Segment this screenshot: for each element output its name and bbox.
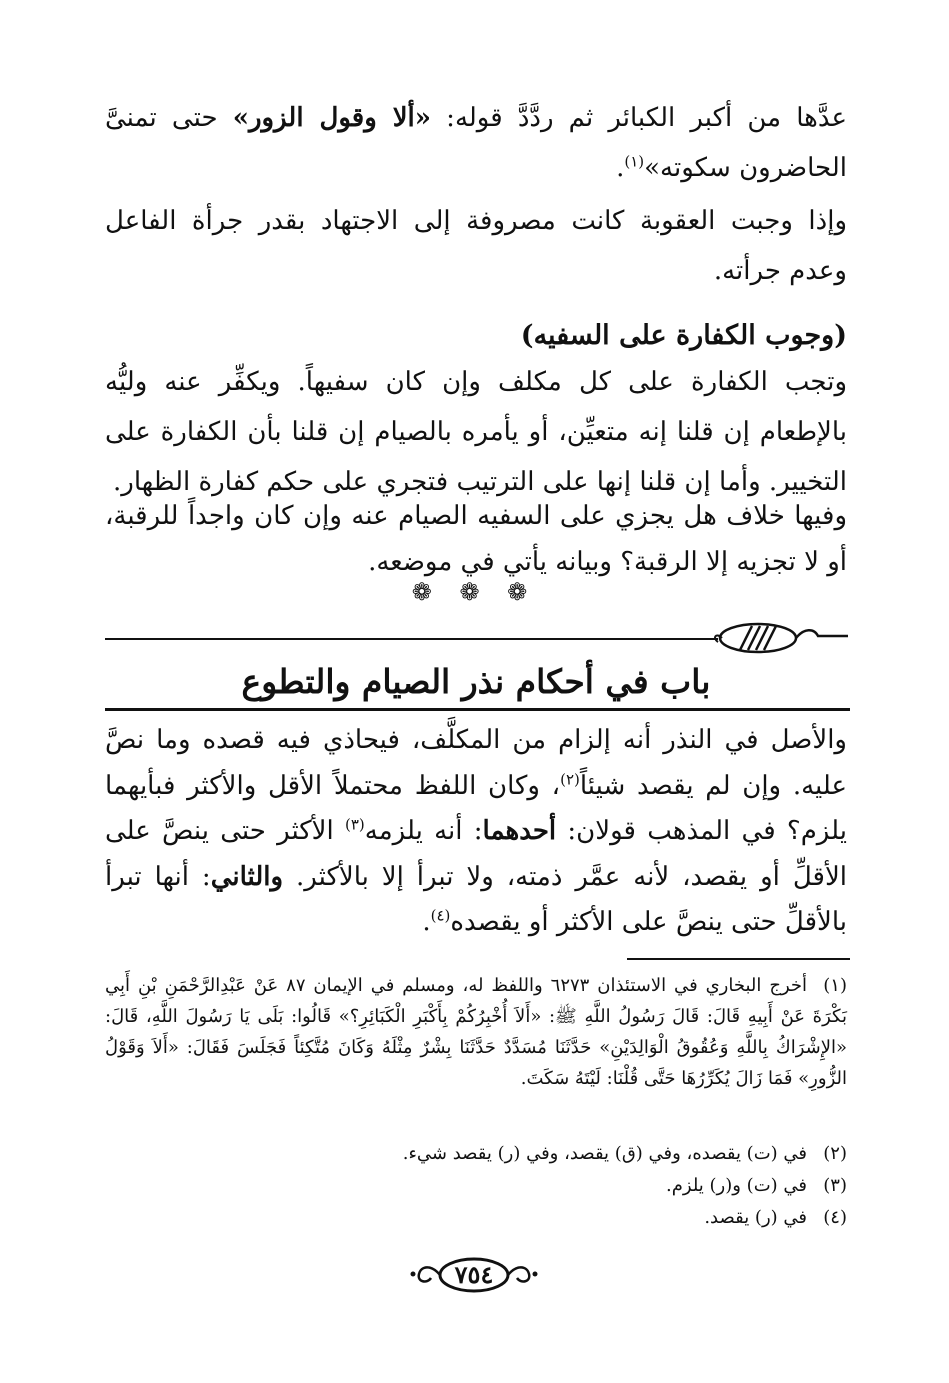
page-number: ٧٥٤: [454, 1260, 494, 1289]
paragraph-4: وفيها خلاف هل يجزي على السفيه الصيام عنه وإن كان واجداً للرقبة، أو لا تجزيه إلا الرقبة؟ وبيانه يأتي في موضعه.: [105, 501, 847, 577]
chapter-bottom-rule: [105, 708, 850, 711]
paragraph-5-end: .: [422, 907, 431, 937]
footnote-2-number: (٢): [823, 1143, 847, 1164]
separator-stars: ❁ ❁ ❁: [411, 578, 538, 606]
quote-zur: «ألا وقول الزور»: [232, 103, 432, 133]
footnote-1: [105, 970, 847, 1094]
footnote-ref-2[interactable]: (٢): [560, 769, 580, 788]
page-number-frame: [409, 1252, 539, 1298]
footnote-3: [105, 1170, 847, 1201]
chapter-title: باب في أحكام نذر الصيام والتطوع: [241, 662, 711, 701]
second-opinion-label: والثاني: [210, 861, 284, 892]
paragraph-5-text-c: : أنه يلزمه: [364, 816, 483, 846]
footnote-divider: [627, 958, 850, 960]
paragraph-5-text-d: الأكثر حتى ينصَّ على الأقلِّ أو يقصد، لأنه عمَّر ذمته، ولا تبرأ إلا بالأكثر.: [105, 816, 847, 892]
paragraph-1-text-b: حتى تمنىَّ الحاضرون سكوته»: [105, 103, 847, 183]
footnote-4-text: في (ر) يقصد.: [704, 1207, 807, 1228]
footnote-3-number: (٣): [823, 1175, 847, 1196]
paragraph-1: [105, 93, 847, 193]
paragraph-5-text-a: والأصل في النذر أنه إلزام من المكلَّف، فيحاذي فيه قصده وما نصَّ عليه. وإن لم يقصد شيئاً: [105, 725, 847, 801]
footnote-ref-1[interactable]: (١): [624, 152, 645, 171]
paragraph-1-end: .: [616, 153, 625, 183]
footnote-1-text: أخرج البخاري في الاستئذان ٦٢٧٣ واللفظ له، ومسلم في الإيمان ٨٧ عَنْ عَبْدِالرَّحْمَنِ بْنِ أَبِي بَكْرَةَ عَنْ أَبِيهِ قَالَ: قَالَ رَسُولُ اللَّهِ ﷺ: «أَلاَ أُخْبِرُكُمْ بِأَكْبَرِ الْكَبَائِرِ؟» قَالُوا: بَلَى يَا رَسُولَ اللَّهِ، قَالَ: «الإِشْرَاكُ بِاللَّهِ وَعُقُوقُ الْوَالِدَيْنِ» حَدَّثَنَا مُسَدَّدٌ حَدَّثَنَا بِشْرٌ مِثْلَهُ وَكَانَ مُتَّكِئاً فَجَلَسَ فَقَالَ: «أَلاَ وَقَوْلُ الزُّورِ» فَمَا زَالَ يُكَرِّرُهَا حَتَّى قُلْنَا: لَيْتَهُ سَكَتَ.: [105, 975, 847, 1089]
footnote-3-text: في (ت) و(ر) يلزم.: [666, 1175, 807, 1196]
paragraph-1-text-a: عدَّها من أكبر الكبائر ثم ردَّدَّ قوله:: [431, 103, 847, 133]
paragraph-5-text-b: ، وكان اللفظ محتملاً الأقل والأكثر فبأيهما يلزم؟ في المذهب قولان:: [105, 770, 847, 846]
paragraph-5-text-e: : أنها تبرأ بالأقلِّ حتى ينصَّ على الأكثر أو يقصده: [105, 861, 847, 937]
footnote-4: [105, 1202, 847, 1233]
paragraph-3: وتجب الكفارة على كل مكلف وإن كان سفيهاً. ويكفِّر عنه وليُّه بالإطعام إن قلنا إنه متعيِّن، أو يأمره بالصيام إن قلنا بأن الكفارة على التخيير. وأما إن قلنا إنها على الترتيب فتجري على حكم كفارة الظهار.: [105, 367, 847, 497]
first-opinion-label: أحدهما: [482, 816, 557, 846]
chapter-top-rule: [105, 638, 718, 640]
footnote-2-text: في (ت) يقصده، وفي (ق) يقصد، وفي (ر) يقصد شيء.: [402, 1143, 807, 1164]
footnote-ref-3[interactable]: (٣): [345, 815, 365, 834]
footnote-4-number: (٤): [823, 1207, 847, 1228]
chapter-ornament-icon: [710, 620, 850, 656]
paragraph-2: وإذا وجبت العقوبة كانت مصروفة إلى الاجتهاد بقدر جرأة الفاعل وعدم جرأته.: [105, 206, 847, 286]
footnote-2: [105, 1138, 847, 1169]
footnote-1-number: (١): [823, 975, 847, 996]
footnote-ref-4[interactable]: (٤): [430, 906, 451, 925]
paragraph-5: [105, 718, 847, 946]
section-heading: (وجوب الكفارة على السفيه): [520, 320, 847, 351]
